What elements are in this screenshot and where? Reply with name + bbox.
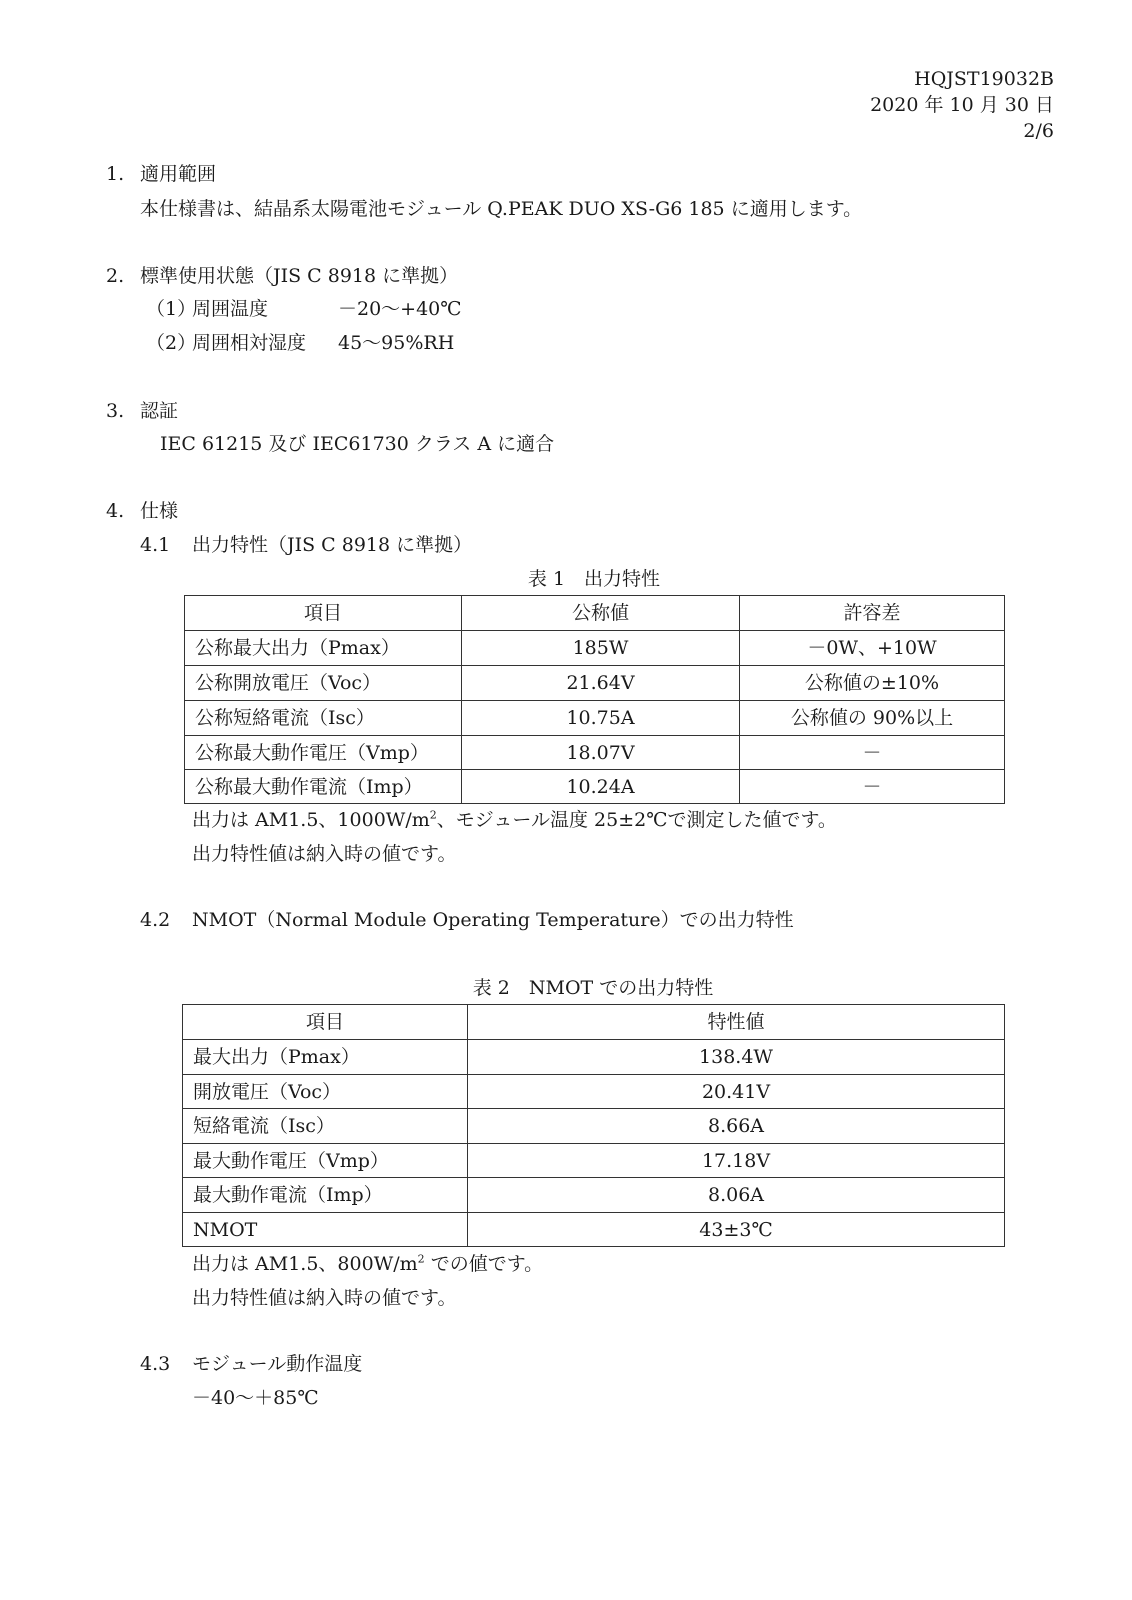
table-cell-item: 公称開放電圧（Voc）: [185, 666, 462, 701]
document-header: [870, 66, 1054, 144]
page-number: 2/6: [1023, 120, 1054, 142]
table-row: [183, 1109, 1005, 1144]
table-cell-tolerance: －: [740, 736, 1005, 770]
table-cell-value: 10.75A: [462, 701, 740, 736]
table-1-caption: 表 1 出力特性: [527, 568, 661, 590]
table-1-output-characteristics: [184, 595, 1005, 804]
table-1-note-delivery: 出力特性値は納入時の値です。: [192, 843, 457, 865]
table-cell-item: 公称短絡電流（Isc）: [185, 701, 462, 736]
section-4-3-title: モジュール動作温度: [192, 1353, 363, 1375]
table-cell-value: 10.24A: [462, 770, 740, 804]
section-4-3-number: 4.3: [140, 1353, 171, 1375]
table-row: [183, 1178, 1005, 1213]
table-cell-item: 公称最大動作電圧（Vmp）: [185, 736, 462, 770]
table-2-header-value: 特性値: [468, 1005, 1005, 1040]
table-cell-tolerance: 公称値の 90%以上: [740, 701, 1005, 736]
section-4-title: 仕様: [140, 500, 179, 522]
section-4-1-number: 4.1: [140, 534, 171, 556]
section-2-number: 2.: [106, 265, 125, 287]
table-cell-tolerance: －: [740, 770, 1005, 804]
table-1-header-row: [185, 596, 1005, 631]
section-3-number: 3.: [106, 400, 125, 422]
table-cell-value: 18.07V: [462, 736, 740, 770]
table-cell-value: 20.41V: [468, 1075, 1005, 1109]
condition-1-number: （1）: [146, 298, 197, 320]
condition-1-value: －20～+40℃: [338, 298, 462, 320]
table-row: [185, 631, 1005, 666]
table-cell-item: 公称最大出力（Pmax）: [185, 631, 462, 666]
table-cell-value: 43±3℃: [468, 1213, 1005, 1247]
table-cell-value: 8.06A: [468, 1178, 1005, 1213]
document-number: HQJST19032B: [914, 68, 1054, 90]
section-4-2-title: NMOT（Normal Module Operating Temperature）での出力特性: [192, 909, 794, 931]
table-row: [183, 1144, 1005, 1178]
section-3-title: 認証: [140, 400, 179, 422]
section-4-3-text: －40～＋85℃: [192, 1387, 319, 1409]
table-cell-item: 開放電圧（Voc）: [183, 1075, 468, 1109]
section-4-1-title: 出力特性（JIS C 8918 に準拠）: [192, 534, 473, 556]
table-cell-tolerance: 公称値の±10%: [740, 666, 1005, 701]
table-cell-value: 8.66A: [468, 1109, 1005, 1144]
table-row: [183, 1075, 1005, 1109]
condition-2-number: （2）: [146, 332, 197, 354]
table-cell-tolerance: －0W、+10W: [740, 631, 1005, 666]
table-1-header-item: 項目: [185, 596, 462, 631]
table-cell-value: 21.64V: [462, 666, 740, 701]
table-cell-item: 最大動作電圧（Vmp）: [183, 1144, 468, 1178]
section-1-text: 本仕様書は、結晶系太陽電池モジュール Q.PEAK DUO XS-G6 185 に適用します。: [140, 198, 863, 220]
table-cell-item: NMOT: [183, 1213, 468, 1247]
table-cell-value: 138.4W: [468, 1040, 1005, 1075]
table-cell-value: 17.18V: [468, 1144, 1005, 1178]
table-2-header-row: [183, 1005, 1005, 1040]
table-row: [185, 736, 1005, 770]
table-cell-item: 最大出力（Pmax）: [183, 1040, 468, 1075]
document-date: 2020 年 10 月 30 日: [870, 94, 1054, 116]
condition-2-value: 45～95%RH: [338, 332, 455, 354]
table-row: [183, 1213, 1005, 1247]
section-4-number: 4.: [106, 500, 125, 522]
table-row: [185, 770, 1005, 804]
table-row: [185, 666, 1005, 701]
section-1-number: 1.: [106, 163, 125, 185]
table-cell-value: 185W: [462, 631, 740, 666]
condition-2-label: 周囲相対湿度: [192, 332, 307, 354]
section-2-title: 標準使用状態（JIS C 8918 に準拠）: [140, 265, 459, 287]
table-1-note-measurement: 出力は AM1.5、$1000W/m^2$、モジュール温度 25±2℃で測定した値です。: [192, 808, 837, 831]
section-1-title: 適用範囲: [140, 163, 217, 185]
table-1-header-nominal: 公称値: [462, 596, 740, 631]
section-3-text: IEC 61215 及び IEC61730 クラス A に適合: [160, 433, 555, 455]
table-2-note-delivery: 出力特性値は納入時の値です。: [192, 1287, 457, 1309]
table-cell-item: 短絡電流（Isc）: [183, 1109, 468, 1144]
table-2-header-item: 項目: [183, 1005, 468, 1040]
table-2-caption: 表 2 NMOT での出力特性: [472, 977, 714, 999]
table-2-note-measurement: 出力は AM1.5、$800W/m^2$ での値です。: [192, 1252, 544, 1275]
table-1-header-tolerance: 許容差: [740, 596, 1005, 631]
table-cell-item: 公称最大動作電流（Imp）: [185, 770, 462, 804]
section-4-2-number: 4.2: [140, 909, 171, 931]
condition-1-label: 周囲温度: [192, 298, 269, 320]
table-2-nmot-characteristics: [182, 1004, 1005, 1247]
table-row: [183, 1040, 1005, 1075]
table-cell-item: 最大動作電流（Imp）: [183, 1178, 468, 1213]
table-row: [185, 701, 1005, 736]
